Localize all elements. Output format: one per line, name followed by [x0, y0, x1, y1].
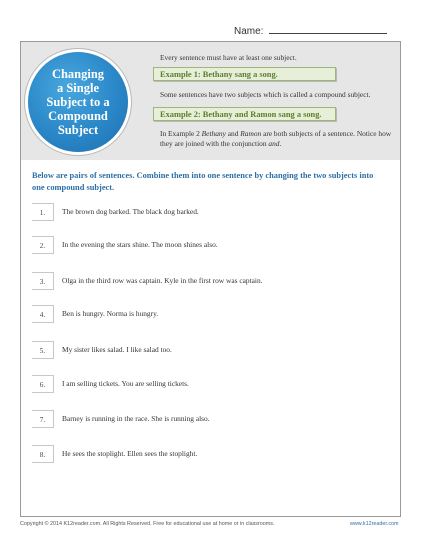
name-blank-line[interactable] — [269, 24, 387, 34]
item-number: 4. — [32, 305, 54, 323]
note-part: and — [225, 129, 241, 138]
example-2-explanation — [160, 129, 400, 149]
example-2-box: Example 2: Bethany and Ramon sang a song. — [153, 107, 336, 121]
item-number: 5. — [32, 341, 54, 359]
item-sentence: My sister likes salad. I like salad too. — [62, 345, 172, 354]
example-1-box: Example 1: Bethany sang a song. — [153, 67, 336, 81]
note-part: In Example 2 — [160, 129, 202, 138]
intro-text: Every sentence must have at least one subject. — [160, 53, 297, 62]
note-name-2: Ramon — [240, 129, 262, 138]
name-field[interactable] — [234, 24, 387, 37]
item-sentence: Ben is hungry. Norma is hungry. — [62, 309, 159, 318]
website-link[interactable]: www.k12reader.com — [350, 521, 399, 527]
note-part: . — [279, 139, 282, 148]
note-part: are both subjects of a sentence. Notice how they are joined with the conjunction — [160, 129, 392, 148]
item-sentence: The brown dog barked. The black dog barked. — [62, 207, 199, 216]
item-sentence: In the evening the stars shine. The moon shines also. — [62, 240, 218, 249]
title-circle — [28, 52, 128, 152]
name-label: Name: — [234, 26, 264, 37]
copyright-text: Copyright © 2014 K12reader.com. All Rights Reserved. Free for educational use at home or in classrooms. — [20, 521, 275, 527]
item-number: 6. — [32, 375, 54, 393]
item-number: 1. — [32, 203, 54, 221]
item-sentence: I am selling tickets. You are selling tickets. — [62, 379, 189, 388]
item-number: 2. — [32, 236, 54, 254]
compound-note: Some sentences have two subjects which is called a compound subject. — [160, 90, 371, 99]
item-sentence: He sees the stoplight. Ellen sees the stoplight. — [62, 449, 198, 458]
item-sentence: Olga in the third row was captain. Kyle in the first row was captain. — [62, 276, 263, 285]
item-number: 3. — [32, 272, 54, 290]
item-sentence: Barney is running in the race. She is running also. — [62, 414, 210, 423]
item-number: 8. — [32, 445, 54, 463]
instructions: Below are pairs of sentences. Combine them into one sentence by changing the two subjects into one compound subject. — [32, 171, 374, 192]
worksheet-title: Changing a Single Subject to a Compound Subject — [46, 67, 110, 137]
note-conjunction: and — [268, 139, 280, 148]
item-number: 7. — [32, 410, 54, 428]
note-name-1: Bethany — [201, 129, 226, 138]
